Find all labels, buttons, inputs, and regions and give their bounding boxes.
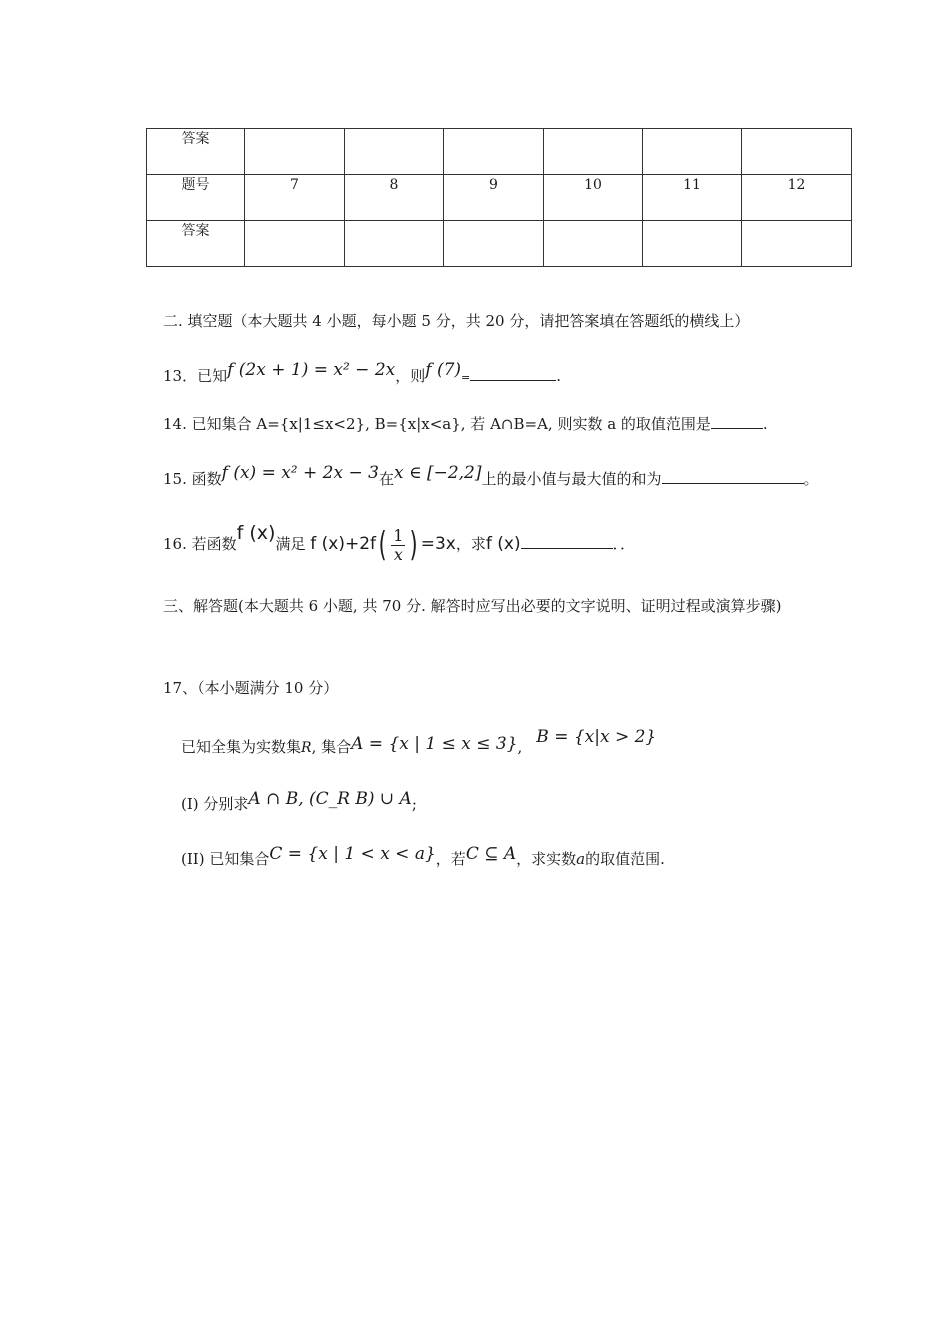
row-label-answer: 答案 <box>181 223 210 239</box>
answer-cell[interactable] <box>643 129 742 175</box>
fraction-numerator: 1 <box>393 525 404 545</box>
section2-heading: 二. 填空题（本大题共 4 小题，每小题 5 分，共 20 分，请把答案填在答题纸的横线上） <box>163 312 750 330</box>
q15-formula: f (x) = x² + 2x − 3 <box>221 463 379 483</box>
q16-mid1: 满足 <box>275 535 306 553</box>
q16-lhs: f (x)+2f <box>310 534 376 554</box>
q17-part2-end: 的取值范围. <box>585 850 665 868</box>
question-15 <box>163 463 819 490</box>
q17-intro-r: R <box>301 740 312 756</box>
row-label-number: 题号 <box>181 177 210 193</box>
answer-cell[interactable] <box>345 221 444 267</box>
q17-part2-mid2: ，求实数 <box>516 850 577 868</box>
q17-part1 <box>181 789 417 815</box>
q13-end: . <box>556 367 562 385</box>
q17-part1-formula: A ∩ B, (C_R B) ∪ A <box>248 789 412 809</box>
q15-formula2: x ∈ [−2,2] <box>393 463 482 483</box>
question-number: 8 <box>389 177 399 193</box>
number-cell <box>444 175 544 221</box>
q16-prefix: 16. 若函数 <box>163 535 237 553</box>
row-label-answer: 答案 <box>181 131 210 147</box>
q13-answer-blank[interactable] <box>470 366 556 381</box>
q17-set-a: A = {x | 1 ≤ x ≤ 3} <box>351 734 518 754</box>
q17-set-c: C = {x | 1 < x < a} <box>269 844 436 864</box>
table-label-cell <box>147 129 245 175</box>
left-paren-glyph: ( <box>378 525 387 565</box>
table-row <box>147 129 852 175</box>
number-cell <box>245 175 345 221</box>
q17-part2-a: a <box>576 850 586 868</box>
table-label-cell <box>147 221 245 267</box>
answer-cell[interactable] <box>742 129 852 175</box>
question-number: 7 <box>290 177 299 193</box>
q17-part2-mid: ，若 <box>435 850 466 868</box>
right-paren-glyph: ) <box>410 525 419 565</box>
q13-formula: f (2x + 1) = x² − 2x <box>227 360 396 380</box>
q16-end: ．． <box>612 535 636 553</box>
answer-cell[interactable] <box>444 129 544 175</box>
section3-heading: 三、解答题(本大题共 6 小题, 共 70 分. 解答时应写出必要的文字说明、证明过程或演算步骤) <box>163 597 782 615</box>
fraction-denominator: x <box>393 544 403 564</box>
answer-cell[interactable] <box>643 221 742 267</box>
number-cell <box>345 175 444 221</box>
q16-answer-blank[interactable] <box>521 520 613 549</box>
q15-mid2: 上的最小值与最大值的和为 <box>481 470 662 488</box>
q17-intro <box>181 727 657 759</box>
q17-intro-prefix: 已知全集为实数集 <box>181 738 302 756</box>
answer-cell[interactable] <box>245 221 345 267</box>
q15-prefix: 15. 函数 <box>163 470 222 488</box>
question-16 <box>163 518 635 569</box>
q17-intro-mid: , 集合 <box>311 738 352 756</box>
q17-part2-prefix: (II) 已知集合 <box>181 850 270 868</box>
q14-answer-blank[interactable] <box>711 414 763 429</box>
question-number: 11 <box>683 177 701 193</box>
q14-text: 14. 已知集合 A={x|1≤x<2}, B={x|x<a}, 若 A∩B=A, 则实数 a 的取值范围是 <box>163 415 711 433</box>
table-row <box>147 175 852 221</box>
q16-fx2: f (x) <box>485 534 521 554</box>
q17-title: 17、（本小题满分 10 分） <box>163 679 339 697</box>
q13-eq: = <box>461 371 471 384</box>
number-cell <box>544 175 643 221</box>
q15-mid1: 在 <box>378 470 394 488</box>
question-13 <box>163 360 562 389</box>
q17-set-b: B = {x|x > 2} <box>536 727 657 747</box>
q15-end: 。 <box>803 470 819 488</box>
answer-cell[interactable] <box>345 129 444 175</box>
answer-cell[interactable] <box>742 221 852 267</box>
answer-table <box>146 128 852 267</box>
q16-fx: f (x) <box>236 522 276 544</box>
q16-rhs: =3x <box>420 534 456 554</box>
table-label-cell <box>147 175 245 221</box>
number-cell <box>643 175 742 221</box>
answer-cell[interactable] <box>245 129 345 175</box>
q16-fraction <box>391 527 405 564</box>
q14-end: . <box>762 415 768 433</box>
q17-part1-end: ; <box>411 795 417 813</box>
question-number: 12 <box>787 177 806 193</box>
question-number: 10 <box>584 177 602 193</box>
q17-part1-prefix: (I) 分别求 <box>181 795 249 813</box>
q13-mid: ，则 <box>395 367 426 385</box>
q16-mid2: ，求 <box>455 535 486 553</box>
answer-cell[interactable] <box>544 129 643 175</box>
answer-cell[interactable] <box>444 221 544 267</box>
table-row <box>147 221 852 267</box>
q17-subset: C ⊆ A <box>465 844 517 864</box>
q15-answer-blank[interactable] <box>662 469 804 484</box>
question-14 <box>163 413 768 435</box>
q13-prefix: 13．已知 <box>163 367 228 385</box>
answer-cell[interactable] <box>544 221 643 267</box>
q13-formula2: f (7) <box>425 360 462 380</box>
question-number: 9 <box>489 177 498 193</box>
q17-comma: , <box>517 738 523 756</box>
number-cell <box>742 175 852 221</box>
q17-part2 <box>181 844 665 870</box>
